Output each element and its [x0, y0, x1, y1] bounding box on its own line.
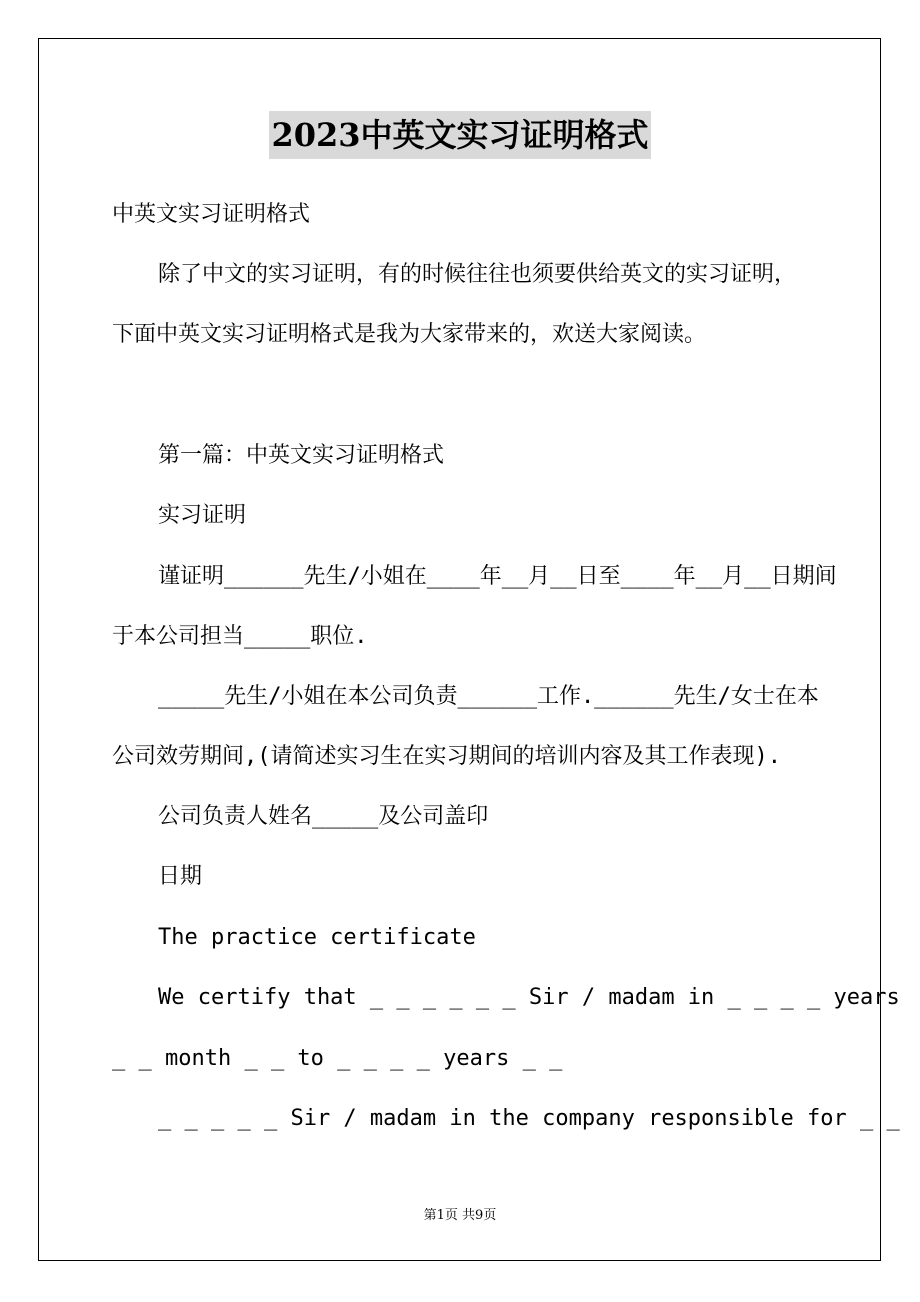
paragraph-line: _ _ _ _ _ Sir / madam in the company responsible for _ _ [158, 1106, 900, 1131]
page-footer: 第1页 共9页 [423, 1208, 497, 1223]
section-heading: 第一篇：中英文实习证明格式 [158, 443, 445, 468]
paragraph-line: We certify that _ _ _ _ _ _ Sir / madam in _ _ _ _ years [158, 985, 900, 1010]
date-line: 日期 [158, 864, 203, 889]
paragraph-line: 谨证明______先生/小姐在____年__月__日至____年__月__日期间 [158, 564, 837, 589]
paragraph-line: _____先生/小姐在本公司负责______工作.______先生/女士在本 [158, 684, 819, 709]
paragraph-line: 除了中文的实习证明，有的时候往往也须要供给英文的实习证明， [158, 262, 797, 287]
signature-line: 公司负责人姓名_____及公司盖印 [158, 804, 489, 829]
paragraph-line: _ _ month _ _ to _ _ _ _ years _ _ [112, 1046, 563, 1071]
document-title: 2023中英文实习证明格式 [269, 111, 650, 159]
paragraph-line: 下面中英文实习证明格式是我为大家带来的，欢送大家阅读。 [112, 322, 707, 347]
title-container [0, 111, 920, 159]
certificate-heading: 实习证明 [158, 503, 247, 528]
english-heading: The practice certificate [158, 925, 476, 950]
subtitle-line: 中英文实习证明格式 [112, 202, 311, 227]
paragraph-line: 公司效劳期间,(请简述实习生在实习期间的培训内容及其工作表现). [112, 744, 781, 769]
paragraph-line: 于本公司担当_____职位. [112, 624, 368, 649]
